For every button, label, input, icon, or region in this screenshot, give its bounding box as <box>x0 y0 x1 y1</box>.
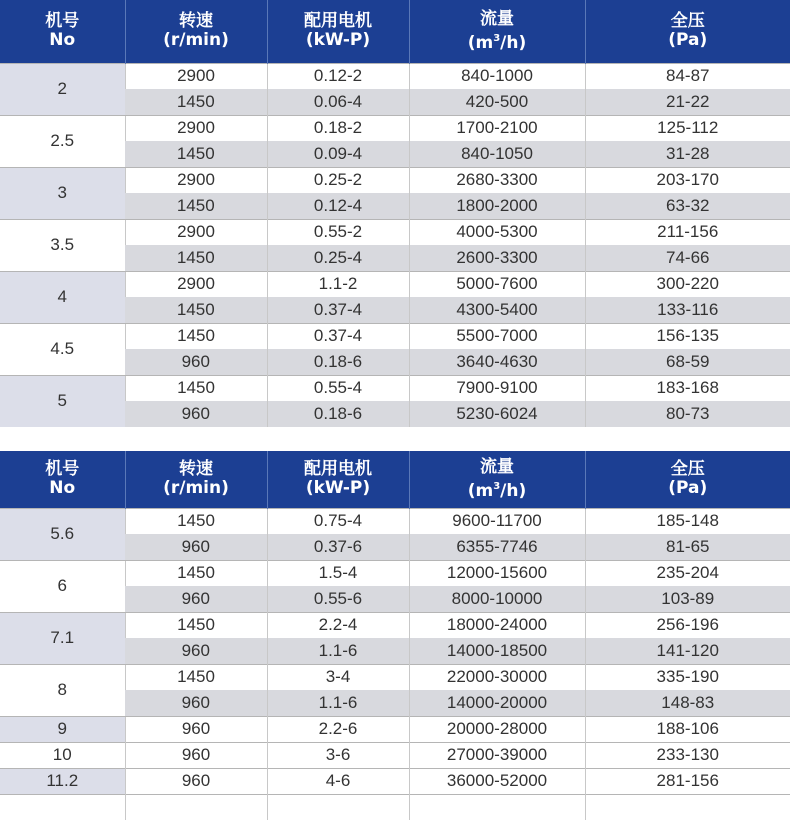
pressure-cell: 63-32 <box>585 193 790 219</box>
pressure-cell: 211-156 <box>585 219 790 245</box>
pressure-cell: 256-196 <box>585 612 790 638</box>
header-model: 机号 No <box>0 451 125 508</box>
model-number-cell: 2.5 <box>0 115 125 167</box>
header-pressure: 全压 (Pa) <box>585 451 790 508</box>
table-row <box>0 560 790 586</box>
flow-cell: 18000-24000 <box>409 612 585 638</box>
header-flow: 流量 $(m^3/h)$ <box>409 0 585 63</box>
flow-cell: 22000-30000 <box>409 664 585 690</box>
empty-cell <box>585 794 790 820</box>
flow-cell: 4000-5300 <box>409 219 585 245</box>
motor-cell: 0.37-4 <box>267 297 409 323</box>
motor-cell: 0.06-4 <box>267 89 409 115</box>
motor-cell: 0.18-2 <box>267 115 409 141</box>
pressure-cell: 74-66 <box>585 245 790 271</box>
speed-cell: 960 <box>125 690 267 716</box>
motor-cell: 0.75-4 <box>267 508 409 534</box>
pressure-cell: 31-28 <box>585 141 790 167</box>
motor-cell: 0.55-6 <box>267 586 409 612</box>
speed-cell: 1450 <box>125 375 267 401</box>
speed-cell: 960 <box>125 586 267 612</box>
speed-cell: 1450 <box>125 508 267 534</box>
flow-cell: 840-1000 <box>409 63 585 89</box>
model-number-cell: 2 <box>0 63 125 115</box>
motor-cell: 0.37-4 <box>267 323 409 349</box>
header-row <box>0 451 790 508</box>
speed-cell: 960 <box>125 534 267 560</box>
flow-cell: 2600-3300 <box>409 245 585 271</box>
pressure-cell: 80-73 <box>585 401 790 427</box>
speed-cell: 960 <box>125 742 267 768</box>
flow-cell: 36000-52000 <box>409 768 585 794</box>
pressure-cell: 21-22 <box>585 89 790 115</box>
speed-cell: 2900 <box>125 115 267 141</box>
speed-cell: 2900 <box>125 271 267 297</box>
empty-row <box>0 794 790 820</box>
flow-cell: 9600-11700 <box>409 508 585 534</box>
motor-cell: 4-6 <box>267 768 409 794</box>
header-motor: 配用电机 (kW-P) <box>267 0 409 63</box>
speed-cell: 960 <box>125 401 267 427</box>
motor-cell: 0.12-2 <box>267 63 409 89</box>
model-number-cell: 5 <box>0 375 125 427</box>
pressure-cell: 300-220 <box>585 271 790 297</box>
pressure-cell: 141-120 <box>585 638 790 664</box>
flow-cell: 7900-9100 <box>409 375 585 401</box>
motor-cell: 0.25-2 <box>267 167 409 193</box>
motor-cell: 0.18-6 <box>267 349 409 375</box>
speed-cell: 1450 <box>125 612 267 638</box>
model-number-cell: 9 <box>0 716 125 742</box>
table-row <box>0 219 790 245</box>
flow-cell: 420-500 <box>409 89 585 115</box>
pressure-cell: 335-190 <box>585 664 790 690</box>
model-number-cell: 4.5 <box>0 323 125 375</box>
table-row <box>0 742 790 768</box>
model-number-cell: 7.1 <box>0 612 125 664</box>
table-row <box>0 716 790 742</box>
header-flow: 流量 $(m^3/h)$ <box>409 451 585 508</box>
flow-cell: 3640-4630 <box>409 349 585 375</box>
motor-cell: 0.18-6 <box>267 401 409 427</box>
motor-cell: 1.5-4 <box>267 560 409 586</box>
motor-cell: 3-4 <box>267 664 409 690</box>
flow-cell: 20000-28000 <box>409 716 585 742</box>
pressure-cell: 233-130 <box>585 742 790 768</box>
motor-cell: 2.2-4 <box>267 612 409 638</box>
header-model: 机号 No <box>0 0 125 63</box>
flow-cell: 5500-7000 <box>409 323 585 349</box>
pressure-cell: 148-83 <box>585 690 790 716</box>
empty-cell <box>125 794 267 820</box>
pressure-cell: 81-65 <box>585 534 790 560</box>
header-pressure: 全压 (Pa) <box>585 0 790 63</box>
speed-cell: 1450 <box>125 89 267 115</box>
pressure-cell: 235-204 <box>585 560 790 586</box>
speed-cell: 2900 <box>125 219 267 245</box>
model-number-cell: 10 <box>0 742 125 768</box>
motor-cell: 3-6 <box>267 742 409 768</box>
motor-cell: 0.12-4 <box>267 193 409 219</box>
model-number-cell: 4 <box>0 271 125 323</box>
flow-cell: 5000-7600 <box>409 271 585 297</box>
model-number-cell: 11.2 <box>0 768 125 794</box>
header-speed: 转速 (r/min) <box>125 451 267 508</box>
speed-cell: 1450 <box>125 193 267 219</box>
motor-cell: 0.37-6 <box>267 534 409 560</box>
header-row <box>0 0 790 63</box>
model-number-cell: 3 <box>0 167 125 219</box>
motor-cell: 1.1-6 <box>267 638 409 664</box>
speed-cell: 960 <box>125 716 267 742</box>
flow-cell: 14000-18500 <box>409 638 585 664</box>
model-number-cell: 6 <box>0 560 125 612</box>
flow-cell: 840-1050 <box>409 141 585 167</box>
speed-cell: 1450 <box>125 664 267 690</box>
flow-cell: 6355-7746 <box>409 534 585 560</box>
flow-cell: 12000-15600 <box>409 560 585 586</box>
pressure-cell: 183-168 <box>585 375 790 401</box>
table-row <box>0 323 790 349</box>
header-speed: 转速 (r/min) <box>125 0 267 63</box>
pressure-cell: 156-135 <box>585 323 790 349</box>
flow-cell: 4300-5400 <box>409 297 585 323</box>
speed-cell: 960 <box>125 638 267 664</box>
pressure-cell: 103-89 <box>585 586 790 612</box>
motor-cell: 0.09-4 <box>267 141 409 167</box>
table-row <box>0 115 790 141</box>
table-row <box>0 768 790 794</box>
spec-table-2 <box>0 451 790 820</box>
pressure-cell: 133-116 <box>585 297 790 323</box>
flow-cell: 1800-2000 <box>409 193 585 219</box>
pressure-cell: 203-170 <box>585 167 790 193</box>
empty-cell <box>409 794 585 820</box>
pressure-cell: 185-148 <box>585 508 790 534</box>
flow-cell: 5230-6024 <box>409 401 585 427</box>
speed-cell: 1450 <box>125 323 267 349</box>
flow-cell: 2680-3300 <box>409 167 585 193</box>
table-row <box>0 664 790 690</box>
table-row <box>0 63 790 89</box>
table-row <box>0 167 790 193</box>
table-row <box>0 508 790 534</box>
model-number-cell: 5.6 <box>0 508 125 560</box>
model-number-cell: 3.5 <box>0 219 125 271</box>
empty-cell <box>0 794 125 820</box>
header-motor: 配用电机 (kW-P) <box>267 451 409 508</box>
table-body-1 <box>0 63 790 427</box>
table-body-2 <box>0 508 790 820</box>
table-separator <box>0 430 790 451</box>
speed-cell: 1450 <box>125 560 267 586</box>
motor-cell: 1.1-6 <box>267 690 409 716</box>
table-row <box>0 612 790 638</box>
motor-cell: 0.55-4 <box>267 375 409 401</box>
pressure-cell: 68-59 <box>585 349 790 375</box>
motor-cell: 0.25-4 <box>267 245 409 271</box>
speed-cell: 960 <box>125 768 267 794</box>
table-row <box>0 375 790 401</box>
pressure-cell: 84-87 <box>585 63 790 89</box>
pressure-cell: 125-112 <box>585 115 790 141</box>
motor-cell: 1.1-2 <box>267 271 409 297</box>
motor-cell: 2.2-6 <box>267 716 409 742</box>
table-row <box>0 271 790 297</box>
speed-cell: 2900 <box>125 167 267 193</box>
speed-cell: 1450 <box>125 141 267 167</box>
pressure-cell: 281-156 <box>585 768 790 794</box>
speed-cell: 1450 <box>125 297 267 323</box>
speed-cell: 960 <box>125 349 267 375</box>
model-number-cell: 8 <box>0 664 125 716</box>
pressure-cell: 188-106 <box>585 716 790 742</box>
flow-cell: 27000-39000 <box>409 742 585 768</box>
motor-cell: 0.55-2 <box>267 219 409 245</box>
flow-cell: 14000-20000 <box>409 690 585 716</box>
speed-cell: 1450 <box>125 245 267 271</box>
flow-cell: 8000-10000 <box>409 586 585 612</box>
flow-cell: 1700-2100 <box>409 115 585 141</box>
speed-cell: 2900 <box>125 63 267 89</box>
empty-cell <box>267 794 409 820</box>
